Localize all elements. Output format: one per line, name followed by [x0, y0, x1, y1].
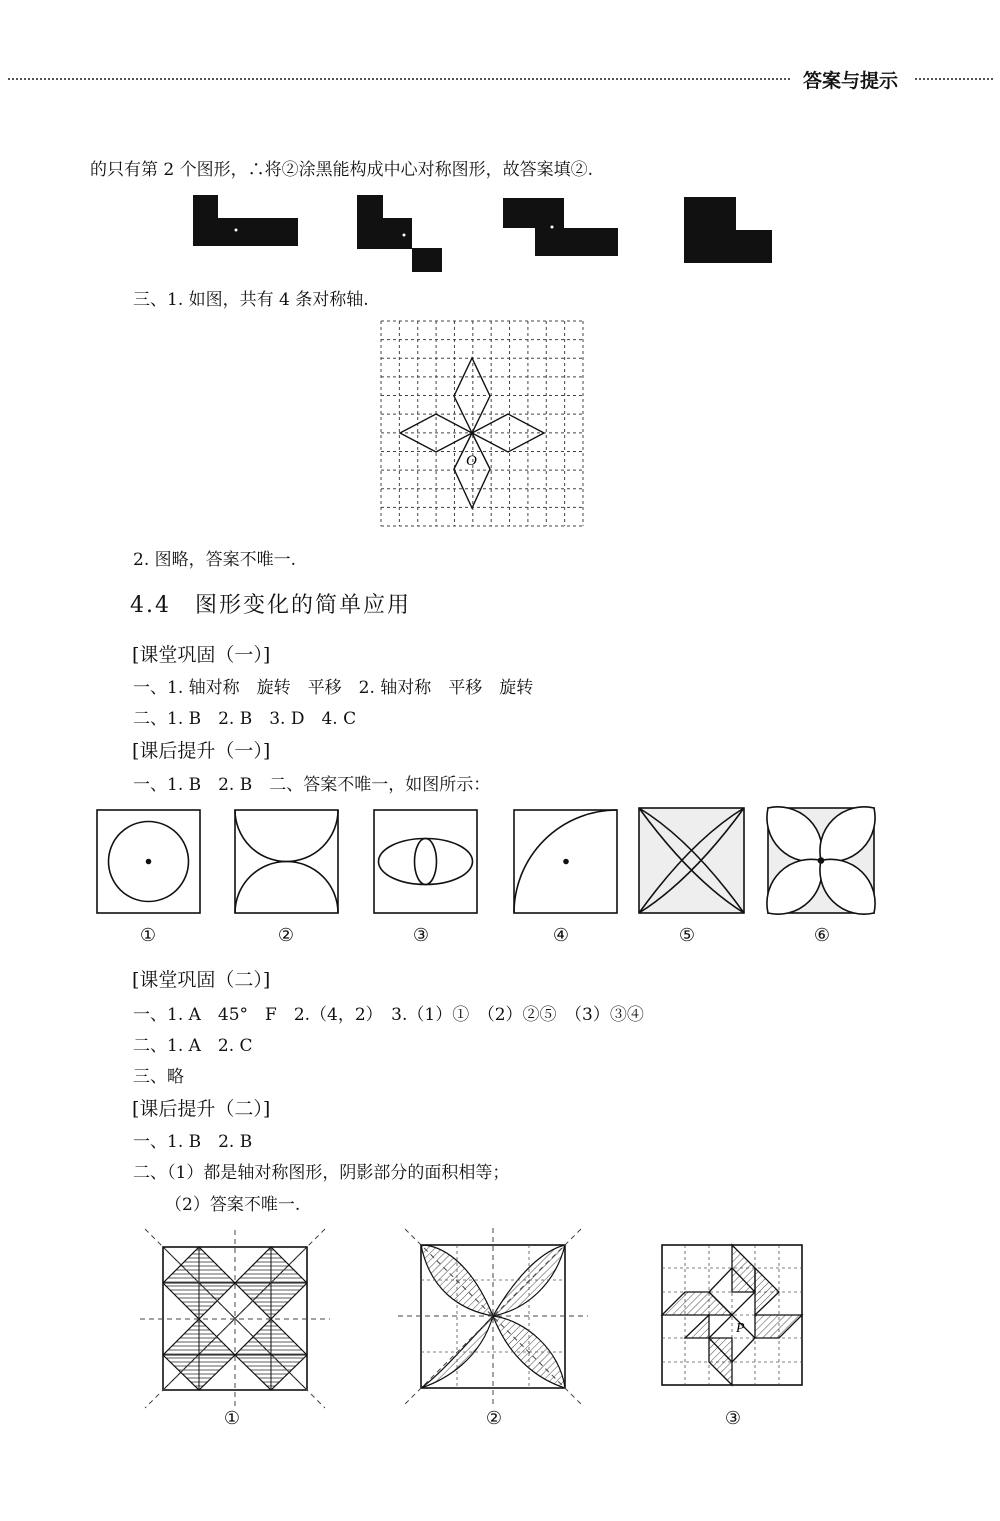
header-title: 答案与提示 — [803, 70, 899, 92]
caption-4: ④ — [552, 925, 570, 946]
pattern-figure-2 — [398, 1228, 588, 1405]
text-line-9: 三、略 — [133, 1067, 184, 1087]
pattern-figure-1 — [140, 1229, 330, 1408]
section-title: 4.4 图形变化的简单应用 — [130, 593, 411, 618]
center-label-o: O — [466, 453, 477, 469]
pattern-figure-3 — [662, 1245, 802, 1385]
caption-3: ③ — [412, 925, 430, 946]
heading-homework-1: [课后提升（一）] — [132, 740, 271, 762]
text-line-3: 2. 图略，答案不唯一. — [133, 550, 297, 570]
text-line-5: 二、1. B 2. B 3. D 4. C — [133, 709, 357, 729]
caption-row2-1: ① — [223, 1408, 241, 1429]
heading-homework-2: [课后提升（二）] — [132, 1098, 271, 1120]
text-line-11: 二、（1）都是轴对称图形，阴影部分的面积相等； — [133, 1163, 510, 1183]
caption-row2-3: ③ — [724, 1408, 742, 1429]
point-label-p: P — [736, 1321, 745, 1336]
caption-2: ② — [277, 925, 295, 946]
text-line-12: （2）答案不唯一. — [165, 1195, 301, 1215]
caption-5: ⑤ — [678, 925, 696, 946]
text-line-10: 一、1. B 2. B — [133, 1132, 253, 1152]
text-line-8: 二、1. A 2. C — [133, 1036, 253, 1056]
text-line-4: 一、1. 轴对称 旋转 平移 2. 轴对称 平移 旋转 — [133, 678, 534, 698]
heading-classwork-2: [课堂巩固（二）] — [132, 969, 271, 991]
heading-classwork-1: [课堂巩固（一）] — [132, 644, 271, 666]
caption-1: ① — [139, 925, 157, 946]
caption-row2-2: ② — [485, 1408, 503, 1429]
caption-6: ⑥ — [813, 925, 831, 946]
text-line-6: 一、1. B 2. B 二、答案不唯一，如图所示： — [133, 775, 491, 795]
text-line-7: 一、1. A 45° F 2.（4，2） 3.（1）① （2）②⑤ （3）③④ — [133, 1005, 644, 1025]
text-line-1: 的只有第 2 个图形，∴将②涂黑能构成中心对称图形，故答案填②. — [90, 160, 594, 180]
text-line-2: 三、1. 如图，共有 4 条对称轴. — [133, 290, 369, 310]
